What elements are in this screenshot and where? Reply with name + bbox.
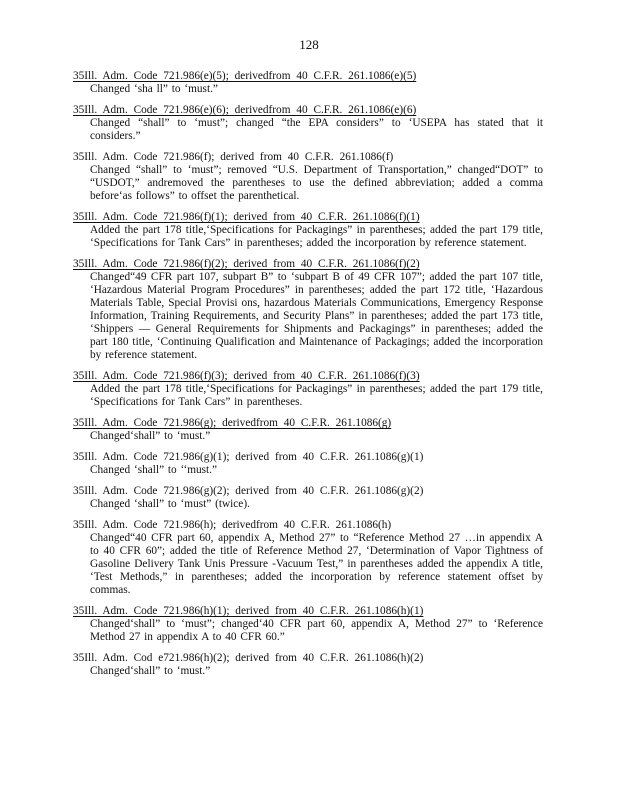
note-entry	[73, 605, 543, 644]
citation-heading: 35Ill. Adm. Code 721.986(h)(1); derived from 40 C.F.R. 261.1086(h)(1)	[73, 605, 424, 617]
change-description: Added the part 178 title,‘Specifications for Packagings” in parentheses; added the part 179 title, ‘Specifications for Tank Cars” in parentheses.	[90, 383, 543, 408]
citation-heading: 35Ill. Adm. Code 721.986(f)(2); derived from 40 C.F.R. 261.1086(f)(2)	[73, 258, 420, 270]
change-description: Changed“40 CFR part 60, appendix A, Method 27” to “Reference Method 27 …in appendix A to 40 CFR 60”; added the title of Reference Method 27, ‘Determination of Vapor Tightness of Gasoline Delivery Tank Unis Pressure -Vacuum Test,” in parentheses added the appendix A title, ‘Test Methods,” in parentheses; added the incorporation by reference statement offset by commas.	[90, 532, 543, 596]
citation-heading: 35Ill. Adm. Code 721.986(f)(1); derived from 40 C.F.R. 261.1086(f)(1)	[73, 211, 420, 223]
change-description: Changed‘shall” to ‘must”; changed‘40 CFR part 60, appendix A, Method 27” to ‘Reference Method 27 in appendix A to 40 CFR 60.”	[90, 618, 543, 643]
citation-heading: 35Ill. Adm. Code 721.986(f); derived from 40 C.F.R. 261.1086(f)	[73, 151, 394, 163]
change-description: Changed ‘shall” to ‘must” (twice).	[90, 498, 250, 510]
page-number: 128	[299, 37, 319, 52]
note-entry	[73, 104, 543, 143]
note-entry	[73, 652, 543, 678]
citation-heading: 35Ill. Adm. Code 721.986(e)(6); derivedfrom 40 C.F.R. 261.1086(e)(6)	[73, 104, 417, 116]
citation-heading: 35Ill. Adm. Cod e721.986(h)(2); derived from 40 C.F.R. 261.1086(h)(2)	[73, 652, 424, 664]
note-entry	[73, 70, 543, 96]
change-description: Changed “shall” to ‘must”; removed “U.S. Department of Transportation,” changed“DOT” to “USDOT,” andremoved the parentheses to use the defined abbreviation; added a comma before‘as follows” to offset the parenthetical.	[90, 164, 543, 202]
note-entry	[73, 211, 543, 250]
citation-heading: 35Ill. Adm. Code 721.986(g)(2); derived from 40 C.F.R. 261.1086(g)(2)	[73, 485, 424, 497]
note-entry	[73, 451, 543, 477]
note-entry	[73, 258, 543, 362]
change-description: Changed‘shall” to ‘must.”	[90, 665, 211, 677]
citation-heading: 35Ill. Adm. Code 721.986(g); derivedfrom 40 C.F.R. 261.1086(g)	[73, 417, 392, 429]
change-description: Added the part 178 title,‘Specifications for Packagings” in parentheses; added the part 179 title, ‘Specifications for Tank Cars” in parentheses; added the incorporation by reference statement.	[90, 224, 543, 249]
change-description: Changed ‘sha ll” to ‘must.”	[90, 83, 218, 95]
change-description: Changed ‘shall” to ‘‘must.”	[90, 464, 218, 476]
citation-heading: 35Ill. Adm. Code 721.986(h); derivedfrom 40 C.F.R. 261.1086(h)	[73, 519, 392, 531]
note-entry	[73, 519, 543, 597]
note-entry	[73, 151, 543, 203]
note-entry	[73, 370, 543, 409]
note-entry	[73, 417, 543, 443]
change-description: Changed“49 CFR part 107, subpart B” to ‘subpart B of 49 CFR 107”; added the part 107 title, ‘Hazardous Material Program Procedures” in parentheses; added the part 172 title, ‘Hazardous Materials Table, Special Provisi ons, hazardous Materials Communications, Emergency Response Information, Training Requirements, and Security Plans” in parentheses; added the part 173 title, ‘Shippers — General Requirements for Shipments and Packagings” in parentheses; added the part 180 title, ‘Continuing Qualification and Maintenance of Packagings; added the incorporation by reference statement.	[90, 271, 543, 361]
note-entry	[73, 485, 543, 511]
citation-heading: 35Ill. Adm. Code 721.986(g)(1); derived from 40 C.F.R. 261.1086(g)(1)	[73, 451, 424, 463]
citation-heading: 35Ill. Adm. Code 721.986(f)(3); derived from 40 C.F.R. 261.1086(f)(3)	[73, 370, 420, 382]
citation-heading: 35Ill. Adm. Code 721.986(e)(5); derivedfrom 40 C.F.R. 261.1086(e)(5)	[73, 70, 417, 82]
change-description: Changed “shall” to ‘must”; changed “the EPA considers” to ‘USEPA has stated that it considers.”	[90, 117, 543, 142]
change-description: Changed‘shall” to ‘must.”	[90, 430, 211, 442]
amendment-notes	[73, 70, 543, 686]
